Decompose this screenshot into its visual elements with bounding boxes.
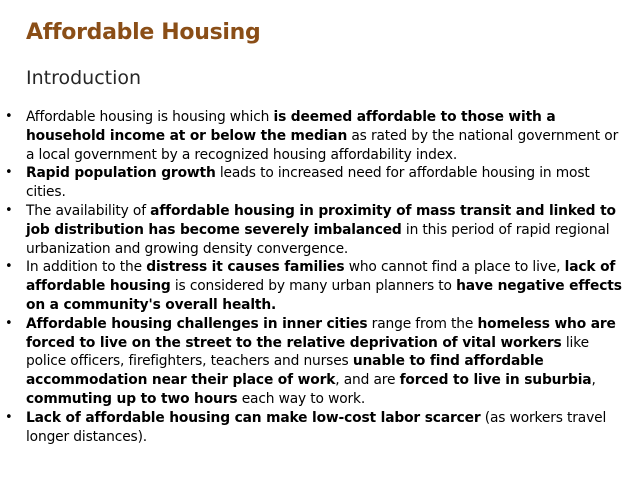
bullet-emphasis-text: distress it causes families — [146, 259, 345, 276]
bullet-emphasis-text: unable to find affordable accommodation near their place of work — [26, 353, 544, 389]
bullet-emphasis-text: affordable housing in proximity of mass transit and linked to job distribution has become severely imbalanced — [26, 202, 616, 238]
bullet-marker: • — [5, 202, 13, 218]
bullet-text: leads to increased need for affordable housing in most cities. — [26, 165, 590, 201]
bullet-marker: • — [5, 409, 13, 425]
bullet-item — [0, 315, 638, 409]
bullet-emphasis-text: is deemed affordable to those with a household income at or below the median — [26, 109, 556, 144]
bullet-text: In addition to the — [26, 259, 147, 276]
bullet-emphasis-text: Rapid population growth — [26, 165, 216, 182]
bullet-marker: • — [5, 259, 13, 275]
bullet-emphasis-text: homeless who are forced to live on the street to the relative deprivation of vital workers — [26, 315, 616, 351]
bullet-text: range from the — [367, 315, 478, 332]
bullet-text: , — [591, 372, 596, 389]
bullet-item — [0, 164, 638, 202]
bullet-text: is considered by many urban planners to — [170, 278, 457, 295]
bullet-text: each way to work. — [237, 390, 366, 407]
bullet-emphasis-text: Affordable housing challenges in inner cities — [26, 315, 368, 332]
bullet-text: The availability of — [26, 202, 151, 219]
slide-subtitle: Introduction — [26, 67, 142, 89]
bullet-emphasis-text: commuting up to two hours — [26, 390, 238, 407]
bullet-emphasis-text: lack of affordable housing — [26, 259, 616, 295]
bullet-text: in this period of rapid regional urbanization and growing density convergence. — [26, 221, 610, 257]
bullet-text: as rated by the national government or a local government by a recognized housing affordability index. — [26, 127, 619, 163]
bullet-text: like police officers, firefighters, teachers and nurses — [26, 334, 589, 370]
bullet-emphasis-text: have negative effects on a community's overall health. — [26, 278, 622, 313]
bullet-list — [0, 108, 638, 446]
slide-title: Affordable Housing — [26, 20, 261, 45]
bullet-emphasis-text: Lack of affordable housing can make low-cost labor scarcer — [26, 409, 481, 426]
bullet-marker: • — [5, 109, 13, 124]
bullet-item — [0, 409, 638, 447]
bullet-item — [0, 258, 638, 314]
bullet-text: (as workers travel longer distances). — [26, 409, 607, 445]
bullet-text: who cannot find a place to live, — [344, 259, 565, 276]
bullet-item — [0, 108, 638, 164]
bullet-text: Affordable housing is housing which — [26, 109, 274, 125]
bullet-marker: • — [5, 315, 13, 331]
bullet-marker: • — [5, 165, 13, 181]
bullet-item — [0, 202, 638, 258]
bullet-emphasis-text: forced to live in suburbia — [399, 372, 592, 389]
bullet-text: , and are — [335, 372, 400, 389]
